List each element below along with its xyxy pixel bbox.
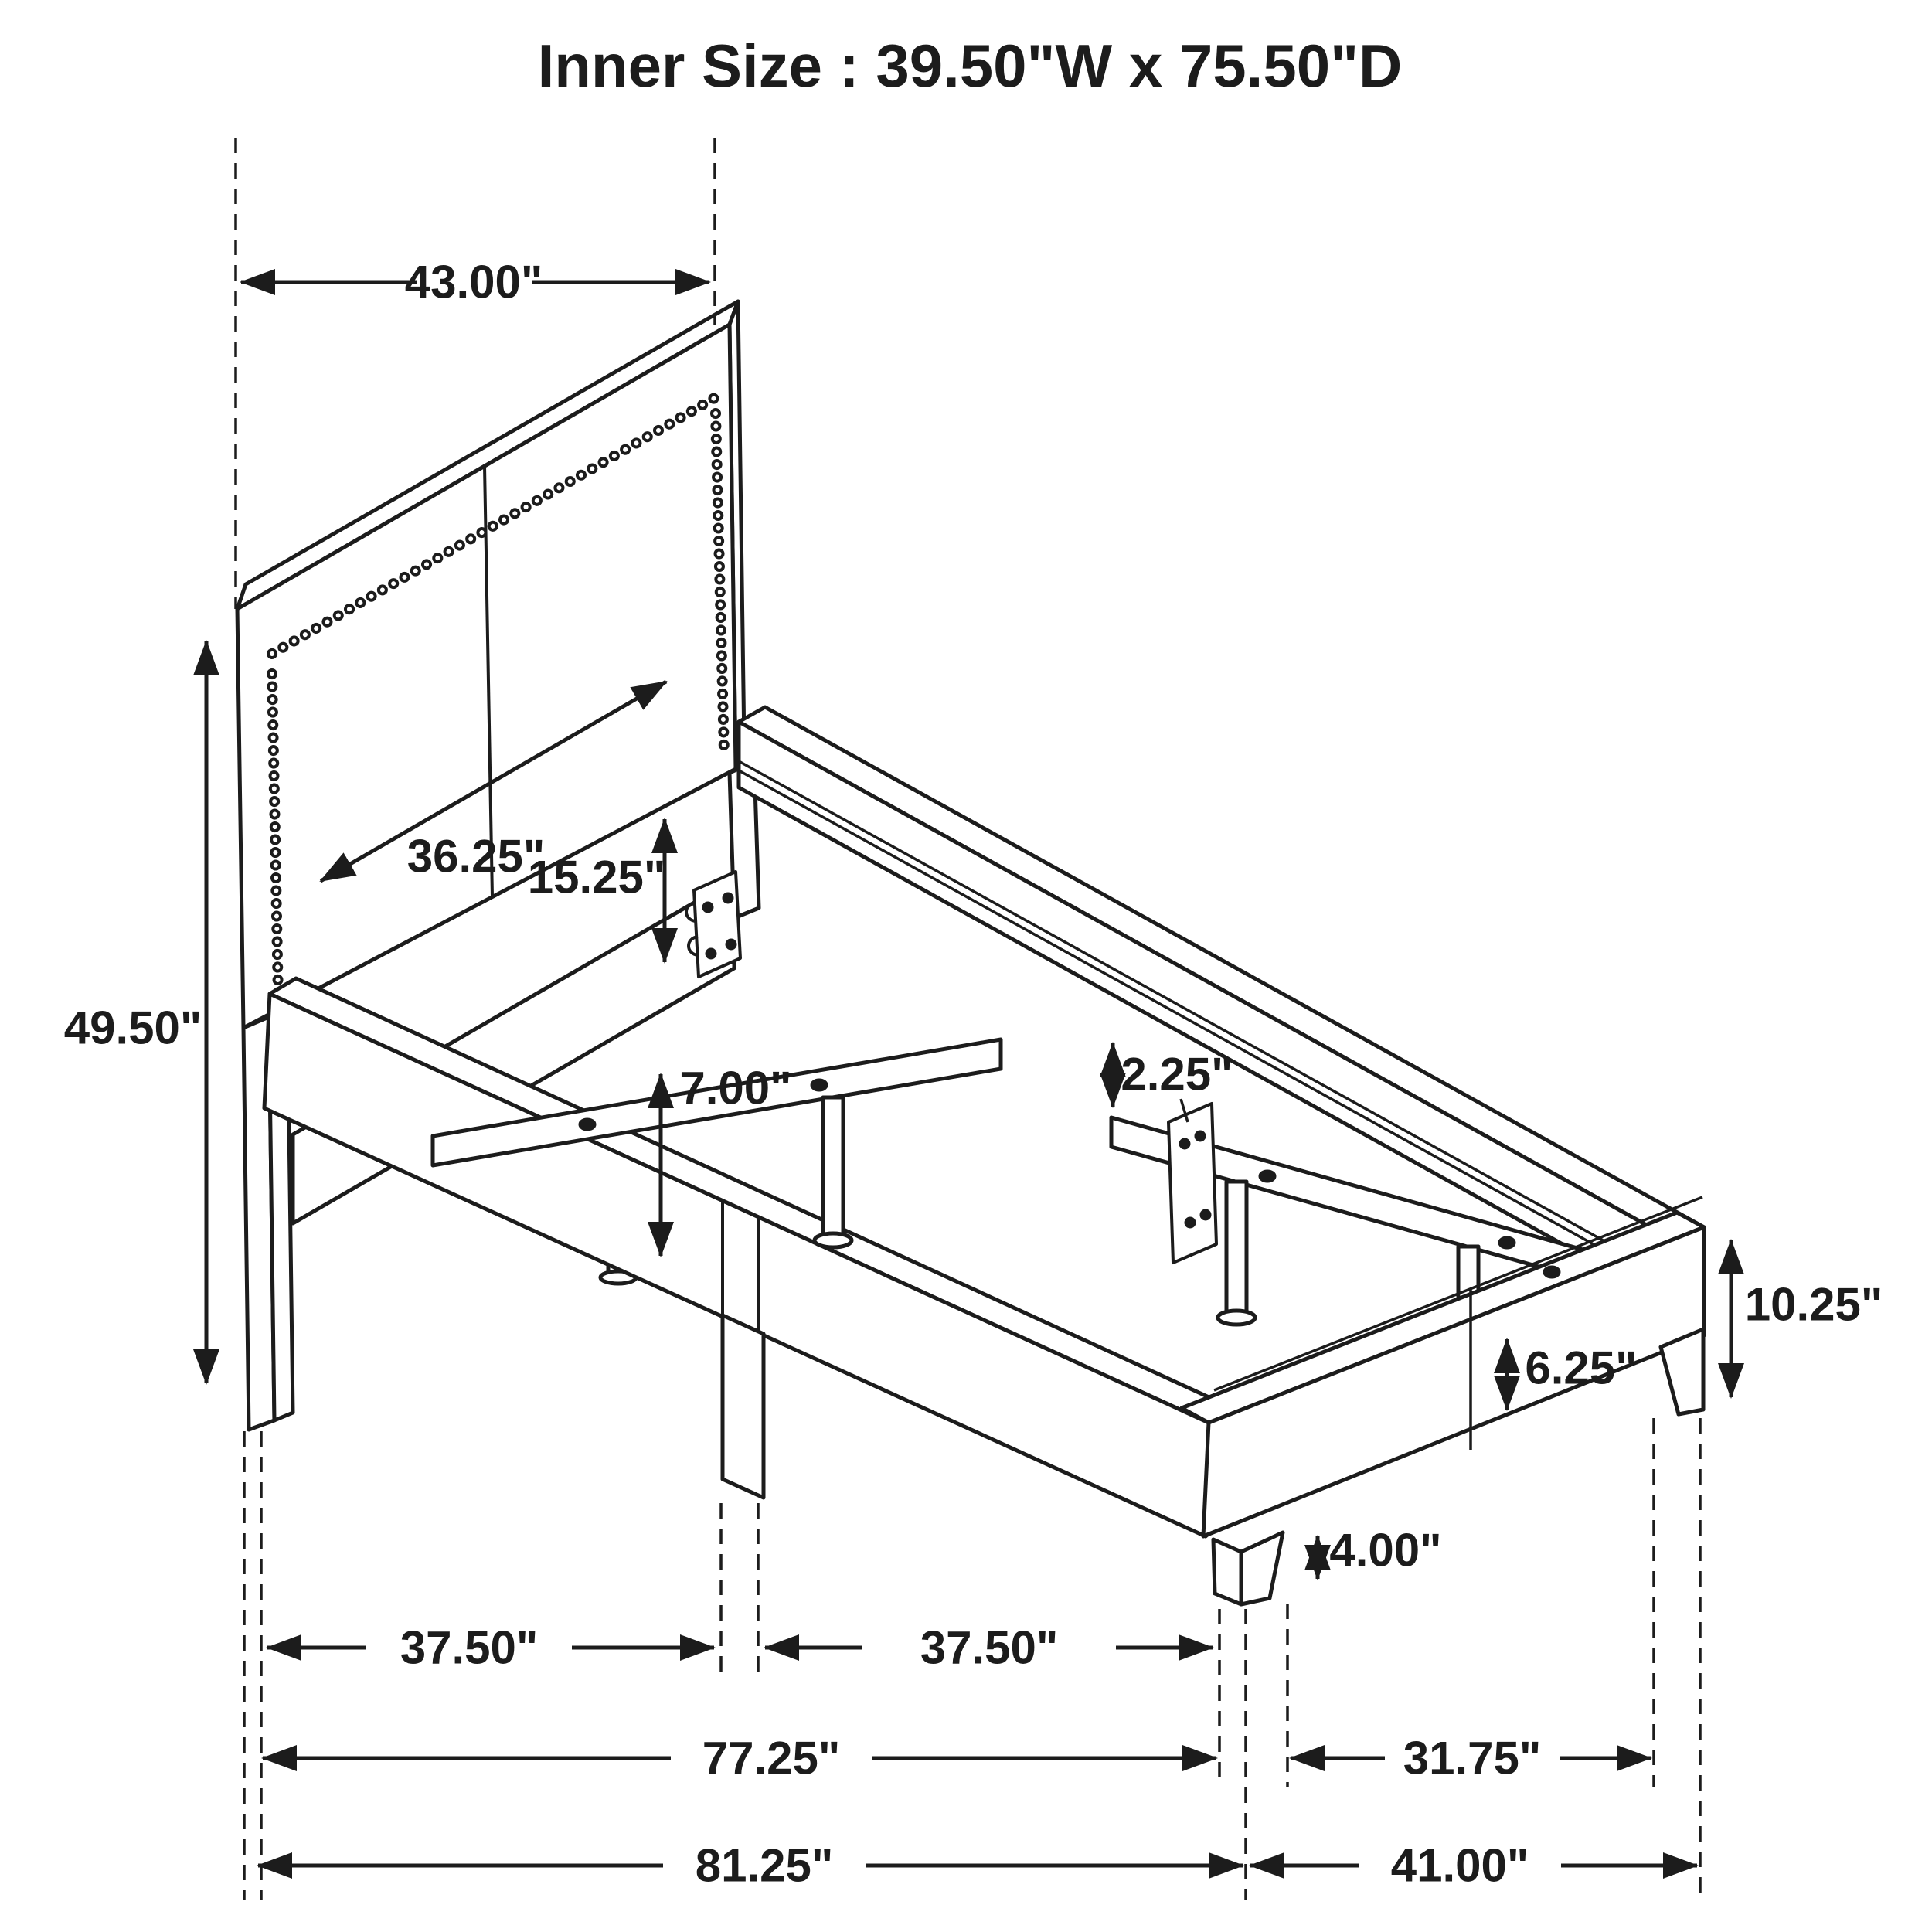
dim-label: 43.00" (404, 256, 543, 308)
dim-label: 49.50" (63, 1002, 202, 1054)
dim-label: 31.75" (1403, 1732, 1542, 1784)
dim-overall-length (258, 1840, 1243, 1892)
bracket-screw (707, 950, 715, 957)
dim-label: 77.25" (702, 1732, 841, 1784)
dim-label: 15.25" (527, 851, 666, 903)
dim-head-half-length (267, 1622, 714, 1674)
screw-dot (1260, 1172, 1274, 1181)
dim-label: 10.25" (1744, 1278, 1883, 1331)
dim-headboard-width (241, 257, 709, 308)
dim-overall-width (1250, 1840, 1697, 1892)
dim-foot-section-width (1291, 1733, 1651, 1784)
bracket-screw (727, 940, 735, 948)
bracket-screw (1196, 1132, 1204, 1140)
foot-corner-leg (1213, 1532, 1283, 1604)
dim-foot-leg (1318, 1525, 1442, 1580)
dim-label: 2.25" (1121, 1048, 1233, 1100)
dim-label: 36.25" (406, 830, 546, 883)
dim-label: 37.50" (920, 1621, 1059, 1674)
dim-label: 6.25" (1525, 1342, 1638, 1394)
dim-frame-height (1731, 1240, 1883, 1397)
diagram-title: Inner Size : 39.50"W x 75.50"D (537, 32, 1403, 100)
support-leg (1218, 1182, 1255, 1325)
bracket-screw (1202, 1211, 1209, 1219)
dim-label: 37.50" (400, 1621, 539, 1674)
dim-label: 4.00" (1329, 1524, 1442, 1577)
screw-dot (580, 1120, 594, 1129)
dim-headboard-height (64, 641, 206, 1383)
bracket-screw (1186, 1219, 1194, 1226)
screw-dot (812, 1080, 826, 1090)
dim-label: 81.25" (695, 1839, 834, 1892)
dim-rail-thickness (1113, 1043, 1233, 1122)
bracket-screw (724, 894, 732, 902)
dim-rail-length (263, 1733, 1216, 1784)
screw-dot (1545, 1267, 1559, 1277)
dim-foot-half-length (765, 1622, 1213, 1674)
bracket-screw (704, 903, 712, 911)
side-rail-right (739, 707, 1704, 1308)
screw-dot (1500, 1238, 1514, 1247)
bracket-screw (1181, 1140, 1189, 1148)
dim-label: 7.00" (679, 1062, 792, 1114)
hook-bracket-plate (694, 872, 740, 977)
joint-bracket-plate (1168, 1104, 1216, 1263)
rail-joint-leg-block (723, 1315, 764, 1498)
footboard (1182, 1197, 1704, 1604)
dim-label: 41.00" (1390, 1839, 1529, 1892)
